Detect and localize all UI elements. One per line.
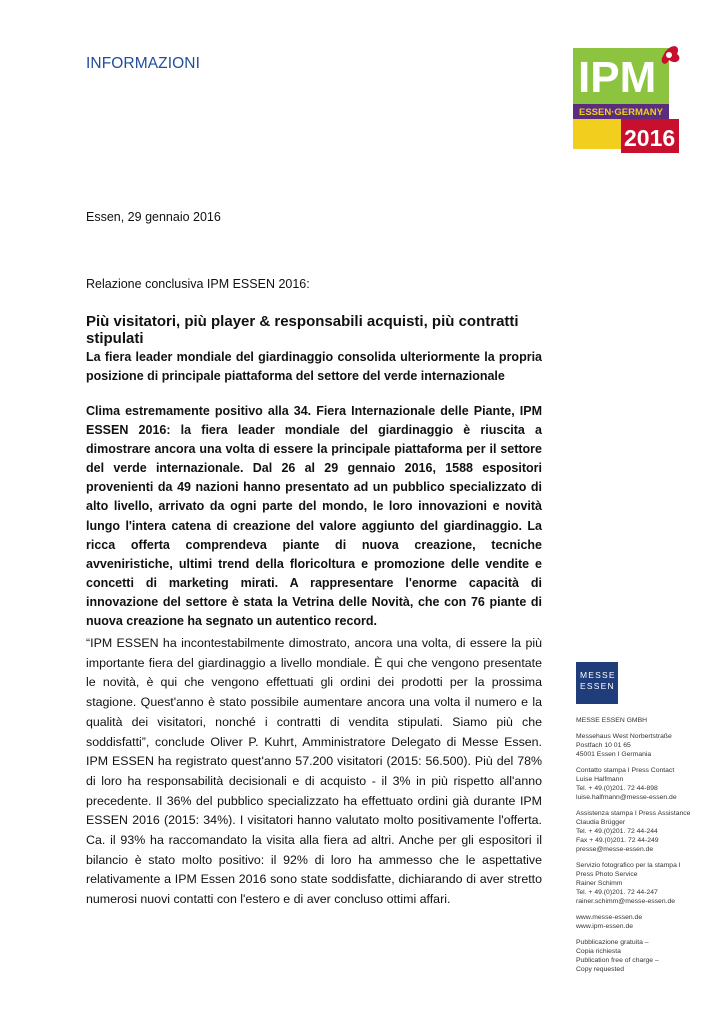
press-contact-phone: Tel. + 49.(0)201. 72 44-898 xyxy=(576,785,658,792)
publication-note xyxy=(576,938,718,974)
subheadline: La fiera leader mondiale del giardinaggio consolida ulteriormente la propria posizione di principale piattaforma del settore del verde internazionale xyxy=(86,350,542,383)
publication-line: Copia richiesta xyxy=(576,948,621,955)
date-line: Essen, 29 gennaio 2016 xyxy=(86,210,221,224)
address-line: Postfach 10 01 65 xyxy=(576,742,631,749)
logo-main-text: IPM xyxy=(578,53,657,102)
photo-service-phone: Tel. + 49.(0)201. 72 44-247 xyxy=(576,889,658,896)
press-contact-label: Contatto stampa I Press Contact xyxy=(576,767,675,774)
page-title: INFORMAZIONI xyxy=(86,55,200,72)
lead-paragraph: Clima estremamente positivo alla 34. Fiera Internazionale delle Piante, IPM ESSEN 2016: la fiera leader mondiale del giardinaggio è riuscita a dimostrare ancora una volta di essere la principale piattaforma per il settore del verde internazionale. Dal 26 al 29 gennaio 2016, 1588 espositori provenienti da 49 nazioni hanno presentato ad un pubblico specializzato di alto livello, arrivato da ogni parte del mondo, le loro innovazioni e novità lungo l'intera catena di creazione del valore aggiunto del giardinaggio. La ricca offerta comprendeva piante di nuova creazione, tecniche avveniristiche, ultimi trend della floricoltura e promozione delle vendite e concetti di marketing mirati. A rappresentare l'enorme capacità di innovazione del settore è stata la Vetrina delle Novità, che con 76 piante di nuova creazione ha segnato un autentico record. xyxy=(86,404,542,629)
photo-service-email[interactable]: rainer.schimm@messe-essen.de xyxy=(576,898,676,905)
press-assistance-name: Claudia Brügger xyxy=(576,819,626,826)
websites-block xyxy=(576,913,718,931)
messe-logo-line2: ESSEN xyxy=(580,681,615,691)
address-block xyxy=(576,732,718,759)
logo-subtitle: ESSEN·GERMANY xyxy=(579,107,663,118)
company-name: MESSE ESSEN GMBH xyxy=(576,717,648,724)
press-contact-name: Luise Halfmann xyxy=(576,776,624,783)
website-link[interactable]: www.ipm-essen.de xyxy=(576,923,634,930)
ipm-essen-logo xyxy=(573,40,683,156)
press-assistance-fax: Fax + 49.(0)201. 72 44-249 xyxy=(576,837,659,844)
address-line: 45001 Essen I Germania xyxy=(576,751,652,758)
publication-line: Pubblicazione gratuita – xyxy=(576,939,649,946)
press-assistance-label: Assistenza stampa I Press Assistance xyxy=(576,810,691,817)
messe-logo-line1: MESSE xyxy=(580,670,616,680)
photo-service-name: Rainer Schimm xyxy=(576,880,623,887)
photo-service-label: Servizio fotografico per la stampa I xyxy=(576,862,681,869)
photo-service-block xyxy=(576,861,718,906)
headline: Più visitatori, più player & responsabili acquisti, più contratti stipulati xyxy=(86,313,519,347)
publication-line: Publication free of charge – xyxy=(576,957,659,964)
quote-paragraph: “IPM ESSEN ha incontestabilmente dimostrato, ancora una volta, di essere la più importante fiera del giardinaggio a livello mondiale. È qui che vengono presentate le novità, è qui che vengono effettuati gli ordini dei prodotti per la prossima stagione. Quest'anno è stato possibile aumentare ancora una volta il numero e la qualità dei visitatori, nonché i contratti di vendita stipulati. Siamo più che soddisfatti”, conclude Oliver P. Kuhrt, Amministratore Delegato di Messe Essen. IPM ESSEN ha registrato quest'anno 57.200 visitatori (2015: 56.500). Più del 78% di loro ha responsabilità decisionali e di acquisto - il 3% in più rispetto all'anno precedente. Il 36% del pubblico specializzato ha effettuato ordini già durante IPM ESSEN 2016 (2015: 34%). I visitatori hanno valutato molto positivamente l'offerta. Ca. il 93% ha raccomandato la visita alla fiera ad altri. Anche per gli espositori il bilancio è stato molto positivo: il 92% di loro ha ammesso che le aspettative relativamente a IPM Essen 2016 sono state soddisfatte, dichiarando di aver stretto numerosi nuovi contatti con l'estero e di aver concluso ottimi affari. xyxy=(86,636,542,907)
publication-line: Copy requested xyxy=(576,966,624,973)
subject-line: Relazione conclusiva IPM ESSEN 2016: xyxy=(86,277,310,291)
flower-center-icon xyxy=(666,52,672,58)
press-assistance-email[interactable]: presse@messe-essen.de xyxy=(576,846,654,853)
press-assistance-phone: Tel. + 49.(0)201. 72 44-244 xyxy=(576,828,658,835)
press-contact-block xyxy=(576,766,718,802)
contact-sidebar xyxy=(576,716,718,981)
messe-essen-logo xyxy=(576,662,618,704)
photo-service-label-en: Press Photo Service xyxy=(576,871,638,878)
press-assistance-block xyxy=(576,809,718,854)
logo-year: 2016 xyxy=(624,125,676,151)
address-line: Messehaus West Norbertstraße xyxy=(576,733,672,740)
website-link[interactable]: www.messe-essen.de xyxy=(576,914,643,921)
press-contact-email[interactable]: luise.halfmann@messe-essen.de xyxy=(576,794,677,801)
